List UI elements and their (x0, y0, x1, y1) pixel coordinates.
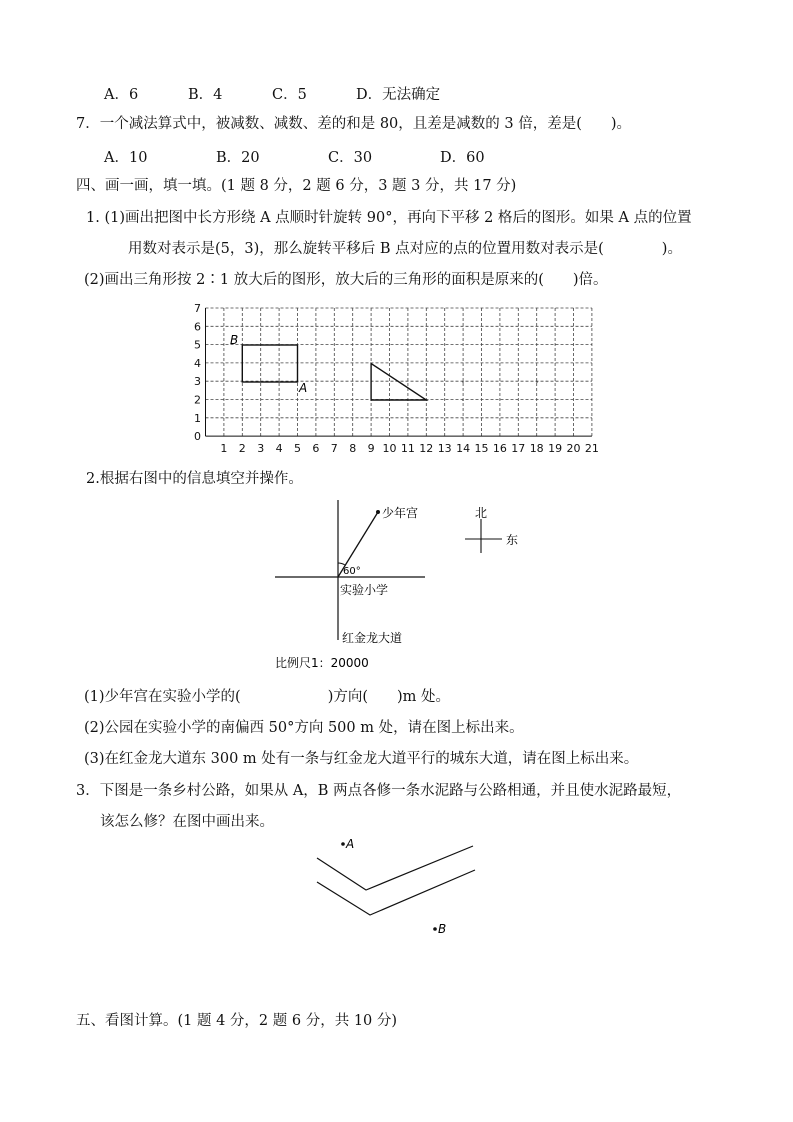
x-tick-label: 20 (566, 442, 581, 456)
q2-2-text: (2)公园在实验小学的南偏西 50°方向 500 m 处，请在图上标出来。 (84, 720, 524, 736)
point-b-label: B (438, 922, 447, 936)
x-tick-label: 6 (312, 442, 320, 456)
school-label: 实验小学 (340, 583, 389, 597)
road-lower-edge (317, 870, 475, 915)
rectangle-shape (242, 345, 297, 382)
point-a-label: A (346, 837, 355, 851)
q2-1-text: (1)少年宫在实验小学的( )方向( )m 处。 (84, 689, 451, 705)
q7-option-b: B．20 (216, 150, 260, 166)
y-tick-label: 4 (194, 356, 201, 370)
x-tick-label: 2 (238, 442, 246, 456)
x-tick-label: 16 (492, 442, 507, 456)
q1-2-text: (2)画出三角形按 2∶1 放大后的图形，放大后的三角形的面积是原来的( )倍。 (84, 272, 608, 288)
y-tick-label: 5 (194, 338, 201, 352)
youth-palace-label: 少年宫 (382, 506, 419, 520)
y-tick-label: 1 (194, 411, 201, 425)
triangle-shape (371, 364, 426, 401)
section4-title: 四、画一画，填一填。(1 题 8 分，2 题 6 分，3 题 3 分，共 17 分) (76, 178, 517, 194)
x-tick-label: 13 (437, 442, 452, 456)
q7-text: 7．一个减法算式中，被减数、减数、差的和是 80，且差是减数的 3 倍，差是( )。 (76, 116, 632, 132)
x-tick-label: 10 (382, 442, 397, 456)
point-b-dot (433, 927, 437, 931)
scale-label: 比例尺1：20000 (275, 656, 369, 670)
q7-option-c: C．30 (328, 150, 373, 166)
q1-1-line-a: 1. (1)画出把图中长方形绕 A 点顺时针旋转 90°，再向下平移 2 格后的图形。如果 A 点的位置 (86, 210, 692, 226)
y-tick-label: 7 (194, 302, 201, 315)
q6-option-b: B．4 (188, 87, 223, 103)
y-tick-label: 0 (194, 430, 201, 444)
x-tick-label: 5 (294, 442, 301, 456)
label-b: B (230, 333, 239, 347)
x-tick-label: 3 (257, 442, 265, 456)
q2-3-text: (3)在红金龙大道东 300 m 处有一条与红金龙大道平行的城东大道，请在图上标出来。 (84, 751, 639, 767)
x-tick-label: 1 (220, 442, 228, 456)
x-tick-label: 11 (400, 442, 415, 456)
x-tick-label: 8 (349, 442, 357, 456)
rural-road-figure (300, 830, 480, 945)
q6-option-a: A．6 (104, 87, 139, 103)
q1-1-line-b: 用数对表示是(5，3)，那么旋转平移后 B 点对应的点的位置用数对表示是( )。 (128, 241, 682, 257)
north-label: 北 (475, 506, 488, 520)
road-label: 红金龙大道 (342, 631, 403, 645)
x-tick-label: 15 (474, 442, 489, 456)
y-tick-label: 2 (194, 393, 201, 407)
x-tick-label: 4 (275, 442, 283, 456)
coordinate-grid (190, 300, 610, 460)
angle-label: 60° (343, 566, 361, 577)
q6-option-c: C．5 (272, 87, 307, 103)
direction-map (270, 495, 530, 675)
x-tick-label: 9 (367, 442, 375, 456)
youth-palace-dot (376, 510, 380, 514)
q6-option-d: D．无法确定 (356, 87, 441, 103)
q7-option-a: A．10 (104, 150, 148, 166)
road-upper-edge (317, 846, 473, 890)
east-label: 东 (506, 533, 519, 547)
x-tick-label: 17 (511, 442, 526, 456)
q2-title: 2.根据右图中的信息填空并操作。 (86, 471, 303, 487)
x-tick-label: 19 (548, 442, 563, 456)
point-a-dot (341, 842, 345, 846)
x-tick-label: 14 (456, 442, 471, 456)
q3-line-a: 3．下图是一条乡村公路，如果从 A，B 两点各修一条水泥路与公路相通，并且使水泥路最短， (76, 783, 682, 799)
label-a: A (299, 381, 308, 395)
q3-line-b: 该怎么修？在图中画出来。 (100, 814, 274, 830)
x-tick-label: 21 (584, 442, 599, 456)
x-tick-label: 7 (330, 442, 338, 456)
x-tick-label: 12 (419, 442, 434, 456)
y-tick-label: 3 (194, 375, 201, 389)
x-tick-label: 18 (529, 442, 544, 456)
y-tick-label: 6 (194, 320, 201, 334)
section5-title: 五、看图计算。(1 题 4 分，2 题 6 分，共 10 分) (76, 1013, 398, 1029)
q7-option-d: D．60 (440, 150, 485, 166)
